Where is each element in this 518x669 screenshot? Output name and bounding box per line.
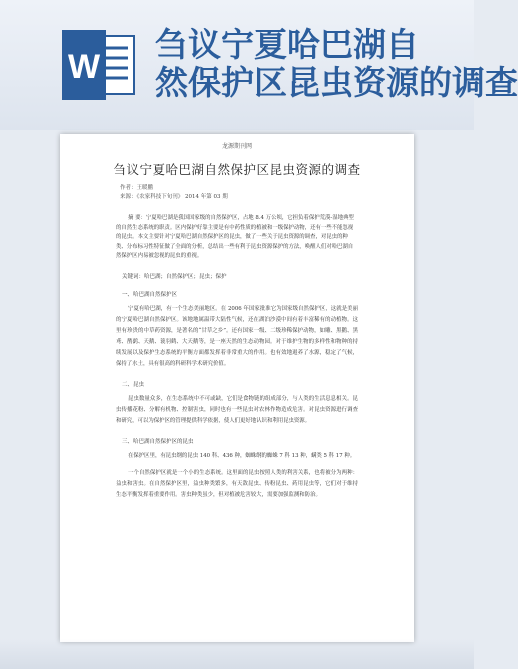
bottom-fade: [0, 639, 474, 669]
document-title: 刍议宁夏哈巴湖自然保护区昆虫资源的调查: [113, 162, 361, 177]
keywords: 关键词：哈巴湖；自然保护区；昆虫；保护: [122, 273, 227, 280]
author: 作者：王暖鹏: [120, 185, 154, 191]
document-meta: [120, 184, 414, 202]
paragraph-1: 宁夏有哈巴湖，有一个生态美丽地区。在 2006 年国家批准它为国家级自然保护区，这就是美丽的宁夏哈巴湖自然保护区。该地地属温带大陆性气候，还在湖泊沙漠中间有着丰富稀有的动植物。这里有珍贵的中草药资源，是著名的“甘草之乡”。还有国家一级、二级珍稀保护动物，如雕、黑鹳、黑鸢、鹊鹞、天鹅、蓑羽鹤、大天鹅等，是一座天然的生态动物园。对于维护生物的多样性和物种的持续发展以及保护生态系统的平衡方面都发挥着非常重大的作用。也有效地遏养了水源，稳定了气候，保持了水土，具有很高的科研科学术研究价值。: [116, 305, 358, 367]
paragraph-2: 昆虫数量众多，在生态系统中不可或缺，它们是食物链的组成部分，与人类的生活息息相关。昆虫传播花粉、分解有机物、控制害虫，同时也有一些昆虫对农林作物造成危害。对昆虫资源进行调查和研究，可以为保护区的管理提供科学依据，使人们更好地认识和利用昆虫资源。: [116, 395, 358, 424]
banner-title-line-2: 然保护区昆虫资源的调查: [155, 63, 518, 102]
section-heading-3: 三、哈巴湖自然保护区的昆虫: [122, 438, 194, 445]
journal-name: 龙源期刊网: [221, 143, 252, 150]
word-icon-letter: W: [67, 48, 101, 86]
document-page: [60, 134, 414, 642]
banner-title: [155, 25, 518, 102]
section-heading-2: 二、昆虫: [122, 381, 145, 388]
paragraph-4: 一个自然保护区就是一个小的生态系统。这里面的昆虫按照人类的利害关系，也将被分为两种：益虫和害虫。在自然保护区里，益虫种类繁多，有天敌昆虫、传粉昆虫、药用昆虫等，它们对于维持生态平衡发挥着重要作用。害虫种类虽少，但对植被危害较大，需要加强监测和防治。: [116, 469, 358, 498]
banner-title-line-1: 刍议宁夏哈巴湖自: [155, 25, 419, 64]
abstract: 摘 要：宁夏哈巴湖是我国国家级的自然保护区，占地 8.4 万公顷，它担负着保护荒漠-湿地典型的自然生态系统的职责。区内保护好靠主要是有中药性质的植被和一级保护动物，还有一些不能忽视的昆虫。本文主要针对宁夏哈巴湖自然保护区的昆虫，做了一些关于昆虫资源的调查，对昆虫的种类、分布标习性特征做了全面的分析，总结出一些有利于昆虫资源保护的方法，唤醒人们对哈巴湖自然保护区内易被忽视的昆虫的重视。: [116, 215, 354, 259]
banner: [0, 0, 518, 130]
word-icon: [60, 30, 140, 100]
section-heading-1: 一、哈巴湖自然保护区: [122, 291, 178, 298]
paragraph-3: 在保护区里，有昆虫纲的昆虫 140 科、436 种，蜘蛛纲的蜘蛛 7 科 13 种，螨类 5 科 17 种。: [128, 452, 356, 459]
source: 来源：《农家科技下旬刊》 2014 年第 03 期: [120, 194, 228, 200]
